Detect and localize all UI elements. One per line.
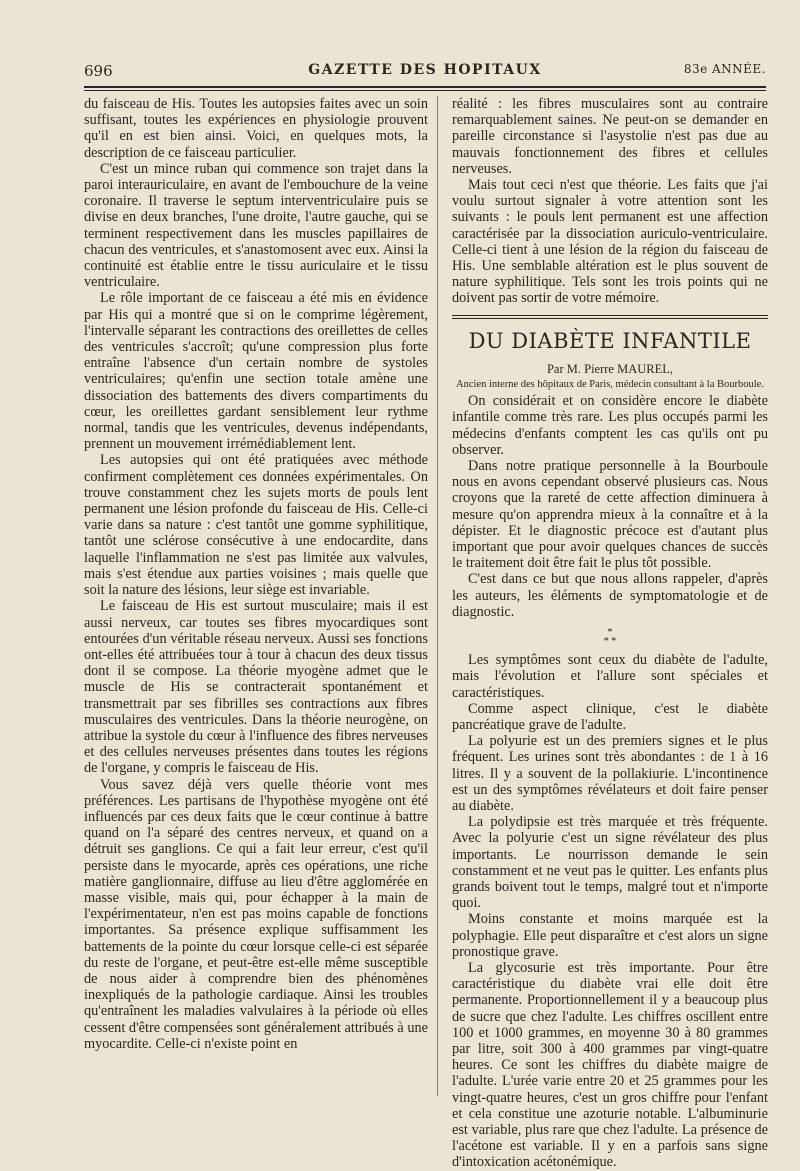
article-title: DU DIABÈTE INFANTILE [468, 328, 752, 353]
paragraph: réalité : les fibres musculaires sont au contraire remarquablement saines. Ne peut-on se demander en pareille circonstance si l'asystolie n'est pas due au mauvais fonctionnement des fibres et cellules nerveuses. [452, 96, 768, 177]
journal-year: 83e ANNÉE. [683, 62, 766, 76]
article-separator [452, 315, 768, 316]
paragraph: Vous savez déjà vers quelle théorie vont mes préférences. Les partisans de l'hypothèse myogène ont été influencés par ces deux faits que le cœur continue à battre quand on l'a séparé des centres nerveux, et quand on a détruit ses ganglions. Ce qui a fait leur erreur, c'est qu'il persiste dans le myocarde, après ces opérations, une riche matière ganglionnaire, diffuse au lieu d'être agglomérée en masse visible, mais qui, pour échapper à la main de l'expérimentateur, n'en est pas moins capable de fonctions importantes. Sa présence explique suffisamment les battements de la pointe du cœur lorsque celle-ci est séparée du reste de l'organe, et peut-être est-elle même susceptible de nous aider à comprendre bien des phénomènes inexpliqués de la pathologie cardiaque. Ainsi les troubles qu'entraînent les maladies valvulaires à la période où elles cessent d'être compensées sont généralement attribués à une myocardite. Celle-ci n'existe point en [84, 776, 428, 1052]
paragraph: Dans notre pratique personnelle à la Bourboule nous en avons cependant observé plusieurs cas. Nous croyons que la rareté de cette affection diminuera à mesure qu'on apprendra mieux à la connaître et à la dépister. Et le diagnostic précoce est d'autant plus important que pour avoir quelques chances de succès le traitement doit être fait le plus tôt possible. [452, 458, 768, 572]
paragraph: La polyurie est un des premiers signes et le plus fréquent. Les urines sont très abondantes : de 1 à 16 litres. Il y a souvent de la pollakiurie. L'incontinence est un des symptômes révélateurs et doit faire penser au diabète. [452, 733, 768, 814]
paragraph: Comme aspect clinique, c'est le diabète pancréatique grave de l'adulte. [452, 700, 768, 733]
section-stars [452, 628, 768, 646]
asterism-top: * [607, 627, 613, 639]
column-divider [437, 96, 438, 1096]
paragraph: du faisceau de His. Toutes les autopsies faites avec un soin suffisant, toutes les expériences en physiologie prouvent qu'il en est bien ainsi. Voici, en quelques mots, la description de ce faisceau particulier. [84, 96, 428, 161]
header-rule-thin [84, 90, 766, 91]
right-column [452, 96, 768, 1171]
article-separator [452, 318, 768, 319]
paragraph: Les autopsies qui ont été pratiquées avec méthode confirment complètement ces données expérimentales. On trouve constamment chez les sujets morts de pouls lent permanent une lésion profonde du faisceau de His. Celle-ci varie dans sa nature : c'est tantôt une gomme syphilitique, tantôt une sclérose consécutive à une endocardite, dans laquelle l'inflammation ne s'est pas limitée aux valvules, mais s'est étendue aux parties voisines ; mais quelle que soit la nature des lésions, leur siège est invariable. [84, 452, 428, 599]
paragraph: Mais tout ceci n'est que théorie. Les faits que j'ai voulu surtout signaler à votre attention sont les suivants : le pouls lent permanent est une affection caractérisée par la dissociation auriculo-ventriculaire. Celle-ci tient à une lésion de la région du faisceau de His. Une semblable altération est le plus souvent de nature syphilitique. Tels sont les trois points qui ne doivent pas sortir de votre mémoire. [452, 177, 768, 307]
paragraph: La polydipsie est très marquée et très fréquente. Avec la polyurie c'est un signe révélateur des plus importants. Le nourrisson demande le sein constamment et ne veut pas le quitter. Les enfants plus grands boivent tout le temps, malgré tout et n'importe quoi. [452, 814, 768, 912]
paragraph: Le rôle important de ce faisceau a été mis en évidence par His qui a montré que si on le comprime légèrement, l'intervalle séparant les contractions des oreillettes de celles des ventricules s'accroît; qu'une compression plus forte entraîne l'absence d'un certain nombre de systoles ventriculaires; qu'enfin une section totale amène une dissociation des battements des divers compartiments du cœur, les oreillettes gardant sensiblement leur rythme normal, tandis que les ventricules, devenus indépendants, prennent un mouvement irrémédiablement lent. [84, 290, 428, 453]
paragraph: C'est dans ce but que nous allons rappeler, d'après les auteurs, les éléments de symptomatologie et de diagnostic. [452, 571, 768, 620]
article-affiliation: Ancien interne des hôpitaux de Paris, médecin consultant à la Bourboule. [456, 379, 764, 391]
journal-title: GAZETTE DES HOPITAUX [308, 62, 542, 78]
paragraph: C'est un mince ruban qui commence son trajet dans la paroi interauriculaire, en avant de l'embouchure de la veine coronaire. Il traverse le septum interventriculaire puis se divise en deux branches, l'une droite, l'autre gauche, qui se terminent respectivement dans les muscles papillaires de chacun des ventricules, et s'anastomosent avec eux. Ainsi la continuité est établie entre le tissu auriculaire et le tissu ventriculaire. [84, 160, 428, 291]
asterism-bottom: * * [603, 636, 617, 648]
paragraph: Les symptômes sont ceux du diabète de l'adulte, mais l'évolution et l'allure sont spéciales et caractéristiques. [452, 652, 768, 701]
paragraph: Le faisceau de His est surtout musculaire; mais il est aussi nerveux, car toutes ses fibres myocardiques sont entourées d'un véritable réseau nerveux. Aussi ses fonctions ont-elles été attribuées tour à tour à chacun des deux tissus dont il se compose. La théorie myogène admet que le muscle de His se contracterait spontanément et transmettrait par ses fibrilles ses contractions aux fibres musculaires des ventricules. Dans la théorie neurogène, on attribue la systole du cœur à l'influence des fibres nerveuses et des cellules nerveuses présentes dans toutes les régions de l'organe, y compris le faisceau de His. [84, 598, 428, 777]
page-header [84, 62, 766, 84]
header-rule-thick [84, 86, 766, 88]
paragraph: Moins constante et moins marquée est la polyphagie. Elle peut disparaître et c'est alors un signe pronostique grave. [452, 911, 768, 960]
left-column [84, 96, 428, 1052]
article-byline: Par M. Pierre MAUREL, [546, 361, 674, 376]
paragraph: On considérait et on considère encore le diabète infantile comme très rare. Les plus occupés parmi les médecins d'enfants comptent les cas qu'ils ont pu observer. [452, 393, 768, 458]
page-number: 696 [84, 62, 113, 80]
paragraph: La glycosurie est très importante. Pour être caractéristique du diabète vrai elle doit être permanente. Proportionnellement il y a beaucoup plus de sucre que chez l'adulte. Les chiffres oscillent entre 100 et 1000 grammes, en moyenne 30 à 80 grammes par litre, soit 300 à 400 grammes par vingt-quatre heures. Ce sont les chiffres du diabète maigre de l'adulte. L'urée varie entre 20 et 25 grammes pour les vingt-quatre heures, c'est un gros chiffre pour l'enfant et cela constitue une azoturie notable. L'albuminurie est variable, plus rare que chez l'adulte. La présence de l'acétone est variable. Il y en a parfois sans signe d'intoxication acétonémique. [452, 959, 768, 1171]
